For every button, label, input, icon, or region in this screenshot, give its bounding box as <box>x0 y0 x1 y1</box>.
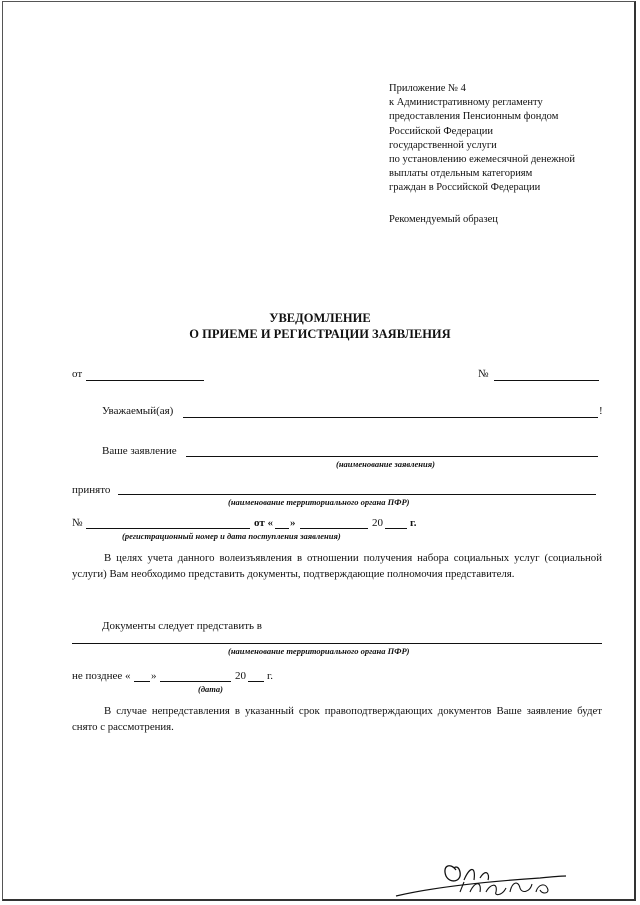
reg-month-field[interactable] <box>300 528 368 529</box>
document-title: УВЕДОМЛЕНИЕ <box>269 311 371 325</box>
application-name-field[interactable] <box>186 456 598 457</box>
accepted-caption: (наименование территориального органа ПФР) <box>228 497 410 507</box>
application-label: Ваше заявление <box>102 445 177 457</box>
paragraph-warning-text: В случае непредставления в указанный срок правоподтверждающих документов Ваше заявление будет снято с рассмотрения. <box>72 705 602 733</box>
reg-from-label: от « <box>254 517 274 529</box>
appendix-line: выплаты отдельным категориям <box>389 168 533 180</box>
deadline-year-field[interactable] <box>248 681 264 682</box>
appendix-line: Российской Федерации <box>389 125 493 137</box>
deadline-label: не позднее « <box>72 670 131 682</box>
reg-quote-close: » <box>290 517 296 529</box>
deadline-day-field[interactable] <box>134 681 150 682</box>
documents-caption: (наименование территориального органа ПФР) <box>228 646 410 656</box>
documents-label: Документы следует представить в <box>102 620 262 632</box>
from-date-field[interactable] <box>86 380 204 381</box>
deadline-year-suffix: г. <box>267 670 274 682</box>
application-caption: (наименование заявления) <box>336 459 435 469</box>
document-subtitle: О ПРИЕМЕ И РЕГИСТРАЦИИ ЗАЯВЛЕНИЯ <box>189 327 451 341</box>
paragraph-representative-text: В целях учета данного волеизъявления в отношении получения набора социальных услуг (социальной услуги) Вам необходимо представить документы, подтверждающие полномочия представителя. <box>72 552 602 580</box>
addressee-name-field[interactable] <box>183 417 598 418</box>
exclamation-mark: ! <box>599 405 603 417</box>
accepted-label: принято <box>72 484 111 496</box>
appendix-line: по установлению ежемесячной денежной <box>389 154 575 166</box>
number-label: № <box>478 368 489 380</box>
paragraph-representative <box>72 551 602 582</box>
handwritten-signature <box>390 852 575 902</box>
recommended-sample-label: Рекомендуемый образец <box>389 214 498 225</box>
from-label: от <box>72 368 83 380</box>
deadline-year-prefix: 20 <box>235 670 246 682</box>
appendix-line: Приложение № 4 <box>389 83 466 94</box>
appendix-line: предоставления Пенсионным фондом <box>389 111 559 123</box>
deadline-quote-close: » <box>151 670 157 682</box>
reg-year-field[interactable] <box>385 528 407 529</box>
appendix-line: государственной услуги <box>389 139 497 151</box>
paragraph-warning <box>72 704 602 735</box>
reg-year-suffix: г. <box>410 517 417 529</box>
accepted-by-field[interactable] <box>118 494 596 495</box>
dear-label: Уважаемый(ая) <box>102 405 174 417</box>
appendix-line: к Административному регламенту <box>389 97 543 109</box>
reg-number-label: № <box>72 517 83 529</box>
number-field[interactable] <box>494 380 599 381</box>
documents-office-field[interactable] <box>72 643 602 644</box>
deadline-month-field[interactable] <box>160 681 231 682</box>
reg-day-field[interactable] <box>275 528 289 529</box>
appendix-block <box>389 82 575 196</box>
deadline-caption: (дата) <box>198 684 223 694</box>
reg-caption: (регистрационный номер и дата поступления заявления) <box>122 531 341 541</box>
appendix-line: граждан в Российской Федерации <box>389 182 541 194</box>
reg-number-field[interactable] <box>86 528 250 529</box>
reg-year-prefix: 20 <box>372 517 383 529</box>
